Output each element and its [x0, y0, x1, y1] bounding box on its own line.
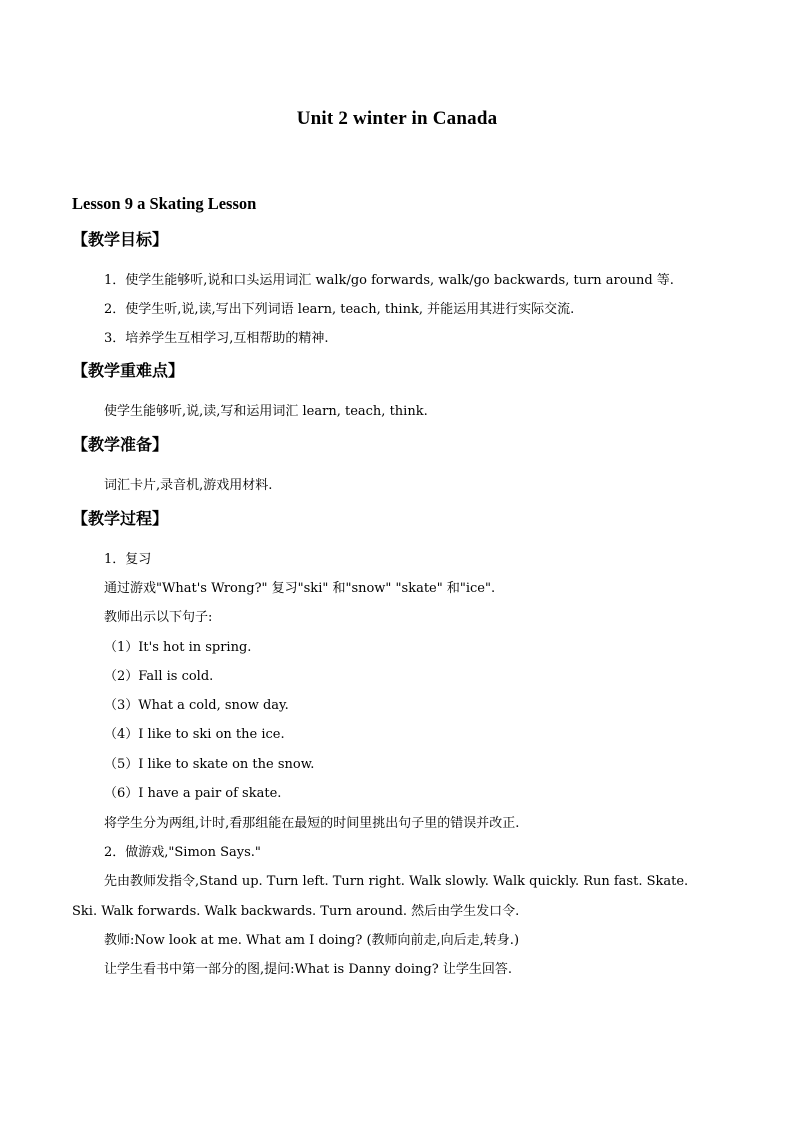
step2-book: 让学生看书中第一部分的图,提问:What is Danny doing? 让学生回答.: [104, 962, 512, 977]
step2-title: 2．做游戏,"Simon Says.": [104, 845, 261, 860]
sentence-item: （4）I like to ski on the ice.: [104, 727, 285, 742]
key-points-text: 使学生能够听,说,读,写和运用词汇 learn, teach, think.: [104, 404, 428, 419]
objective-item: 1．使学生能够听,说和口头运用词汇 walk/go forwards, walk/go backwards, turn around 等.: [104, 273, 674, 288]
sentence-item: （1）It's hot in spring.: [104, 640, 252, 655]
step2-line2: Ski. Walk forwards. Walk backwards. Turn around. 然后由学生发口令.: [72, 904, 520, 919]
sentence-item: （5）I like to skate on the snow.: [104, 757, 315, 772]
section-key-points: 【教学重难点】: [72, 361, 185, 380]
objective-item: 3．培养学生互相学习,互相帮助的精神.: [104, 331, 329, 346]
lesson-heading: Lesson 9 a Skating Lesson: [72, 194, 257, 213]
preparation-text: 词汇卡片,录音机,游戏用材料.: [104, 478, 273, 493]
step1-intro: 通过游戏"What's Wrong?" 复习"ski" 和"snow" "skate" 和"ice".: [104, 581, 496, 596]
step1-group: 将学生分为两组,计时,看那组能在最短的时间里挑出句子里的错误并改正.: [104, 816, 520, 831]
document-title: Unit 2 winter in Canada: [296, 108, 498, 129]
sentence-item: （2）Fall is cold.: [104, 669, 214, 684]
objective-item: 2．使学生听,说,读,写出下列词语 learn, teach, think, 并能运用其进行实际交流.: [104, 302, 575, 317]
step1-show: 教师出示以下句子:: [104, 610, 213, 625]
step1-title: 1．复习: [104, 552, 152, 567]
step2-line1: 先由教师发指令,Stand up. Turn left. Turn right. Walk slowly. Walk quickly. Run fast. Skate.: [104, 874, 689, 889]
section-preparation: 【教学准备】: [72, 435, 169, 454]
step2-teacher: 教师:Now look at me. What am I doing? (教师向前走,向后走,转身.): [104, 933, 520, 948]
sentence-item: （6）I have a pair of skate.: [104, 786, 282, 801]
sentence-item: （3）What a cold, snow day.: [104, 698, 289, 713]
section-process: 【教学过程】: [72, 509, 169, 528]
section-objectives: 【教学目标】: [72, 230, 169, 249]
